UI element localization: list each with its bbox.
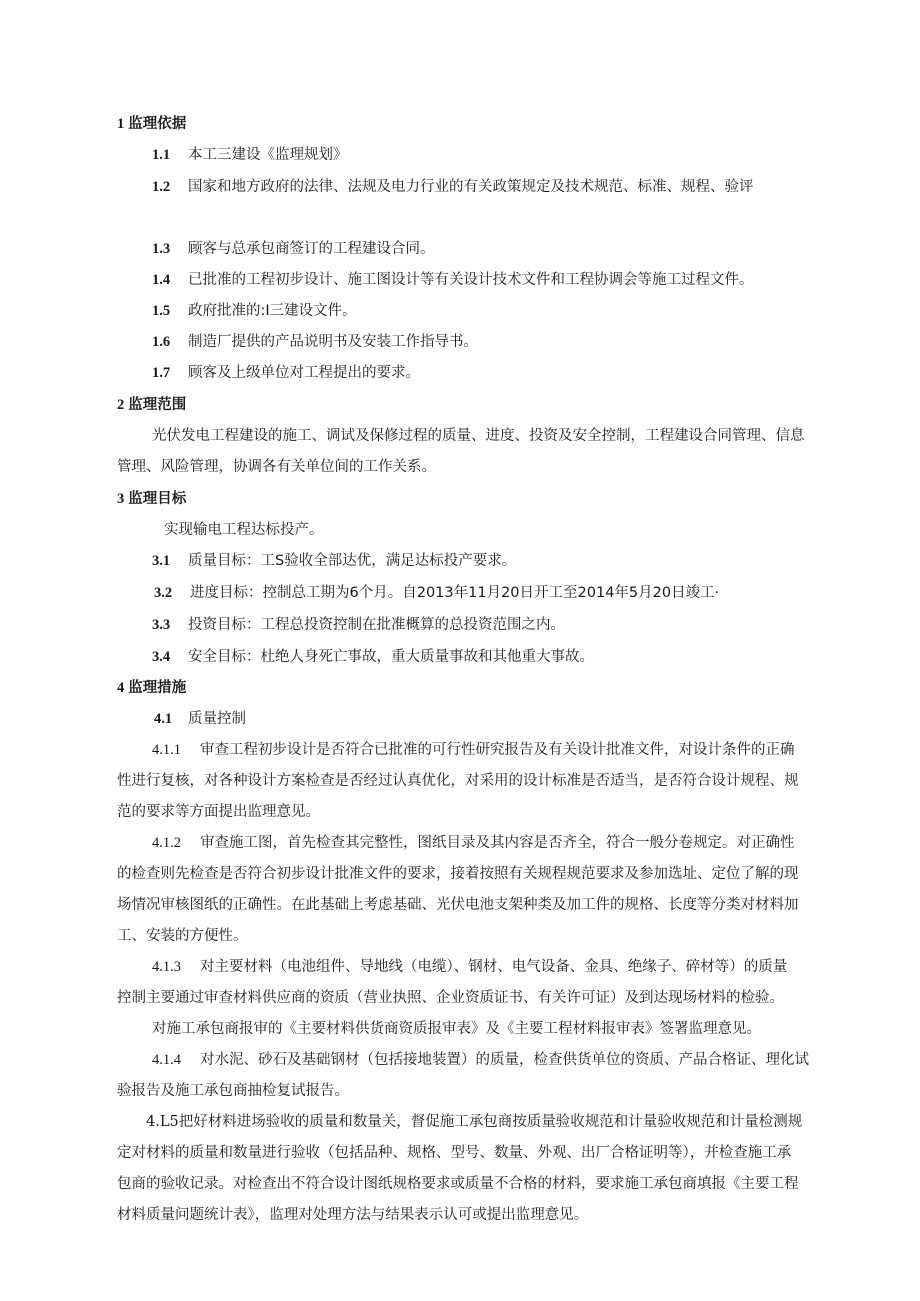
item-3-3: 3.3 投资目标：工程总投资控制在批准概算的总投资范围之内。 [152,617,565,633]
subsection-4-1-heading: 4.1 质量控制 [154,711,246,727]
section-2-heading: 2 监理范围 [117,397,187,413]
section-2-line-1: 光伏发电工程建设的施工、调试及保修过程的质量、进度、投资及安全控制，工程建设合同管理、信息 [152,428,805,444]
item-3-2: 3.2 进度目标：控制总工期为6个月。自2013年11月20日开工至2014年5月20日竣工· [154,585,720,601]
para-4-1-2-line-1: 4.1.2 审查施工图，首先检查其完整性，图纸目录及其内容是否齐全，符合一般分卷规定。对正确性 [152,835,795,851]
para-4-1-5-line-1: 4.L5把好材料进场验收的质量和数量关，督促施工承包商按质量验收规范和计量验收规范和计量检测规 [146,1114,803,1130]
item-1-3: 1.3 顾客与总承包商签订的工程建设合同。 [152,241,435,257]
item-1-6: 1.6 制造厂提供的产品说明书及安装工作指导书。 [152,334,478,350]
para-4-1-1-line-2: 性进行复核，对各种设计方案检查是否经过认真优化，对采用的设计标准是否适当，是否符合设计规程、规 [117,773,799,789]
para-4-1-4-line-2: 验报告及施工承包商抽检复试报告。 [117,1083,349,1099]
para-4-1-5-line-4: 材料质量问题统计表》，监理对处理方法与结果表示认可或提出监理意见。 [117,1207,589,1223]
para-4-1-1-line-1: 4.1.1 审查工程初步设计是否符合已批准的可行性研究报告及有关设计批准文件，对设计条件的正确 [152,742,795,758]
item-3-1: 3.1 质量目标：工S验收全部达优，满足达标投产要求。 [152,553,517,569]
section-1-heading: 1 监理依据 [117,116,187,132]
para-4-1-1-line-3: 范的要求等方面提出监理意见。 [117,804,320,820]
para-approval-note: 对施工承包商报审的《主要材料供货商资质报审表》及《主要工程材料报审表》签署监理意见。 [152,1021,761,1037]
item-1-2: 1.2 国家和地方政府的法律、法规及电力行业的有关政策规定及技术规范、标准、规程、验评 [152,179,754,195]
para-4-1-2-line-4: 工、安装的方便性。 [117,928,248,944]
para-4-1-2-line-3: 场情况审核图纸的正确性。在此基础上考虑基础、光伏电池支架种类及加工件的规格、长度等分类对材料加 [117,897,799,913]
para-4-1-4-line-1: 4.1.4 对水泥、砂石及基础钢材（包括接地装置）的质量，检查供货单位的资质、产品合格证、理化试 [152,1052,809,1068]
para-4-1-3-line-2: 控制主要通过审查材料供应商的资质（营业执照、企业资质证书、有关许可证）及到达现场材料的检验。 [117,990,784,1006]
item-1-7: 1.7 顾客及上级单位对工程提出的要求。 [152,365,420,381]
item-1-1: 1.1 本工三建设《监理规划》 [152,147,348,163]
section-2-line-2: 管理、风险管理，协调各有关单位间的工作关系。 [117,459,436,475]
para-4-1-3-line-1: 4.1.3 对主要材料（电池组件、导地线（电缆）、钢材、电气设备、金具、绝缘子、碎材等）的质量 [152,959,788,975]
para-4-1-5-line-3: 包商的验收记录。对检查出不符合设计图纸规格要求或质量不合格的材料，要求施工承包商填报《主要工程 [117,1176,799,1192]
item-1-4: 1.4 已批准的工程初步设计、施工图设计等有关设计技术文件和工程协调会等施工过程文件。 [152,272,754,288]
item-3-4: 3.4 安全目标：杜绝人身死亡事故，重大质量事故和其他重大事故。 [152,649,594,665]
section-3-heading: 3 监理目标 [117,491,187,507]
para-4-1-5-line-2: 定对材料的质量和数量进行验收（包括品种、规格、型号、数量、外观、出厂合格证明等），并检查施工承 [117,1145,792,1161]
section-3-intro: 实现输电工程达标投产。 [164,522,324,538]
para-4-1-2-line-2: 的检查则先检查是否符合初步设计批准文件的要求，接着按照有关规程规范要求及参加选址、定位了解的现 [117,866,799,882]
item-1-5: 1.5 政府批准的:I三建设文件。 [152,303,357,319]
section-4-heading: 4 监理措施 [117,680,187,696]
